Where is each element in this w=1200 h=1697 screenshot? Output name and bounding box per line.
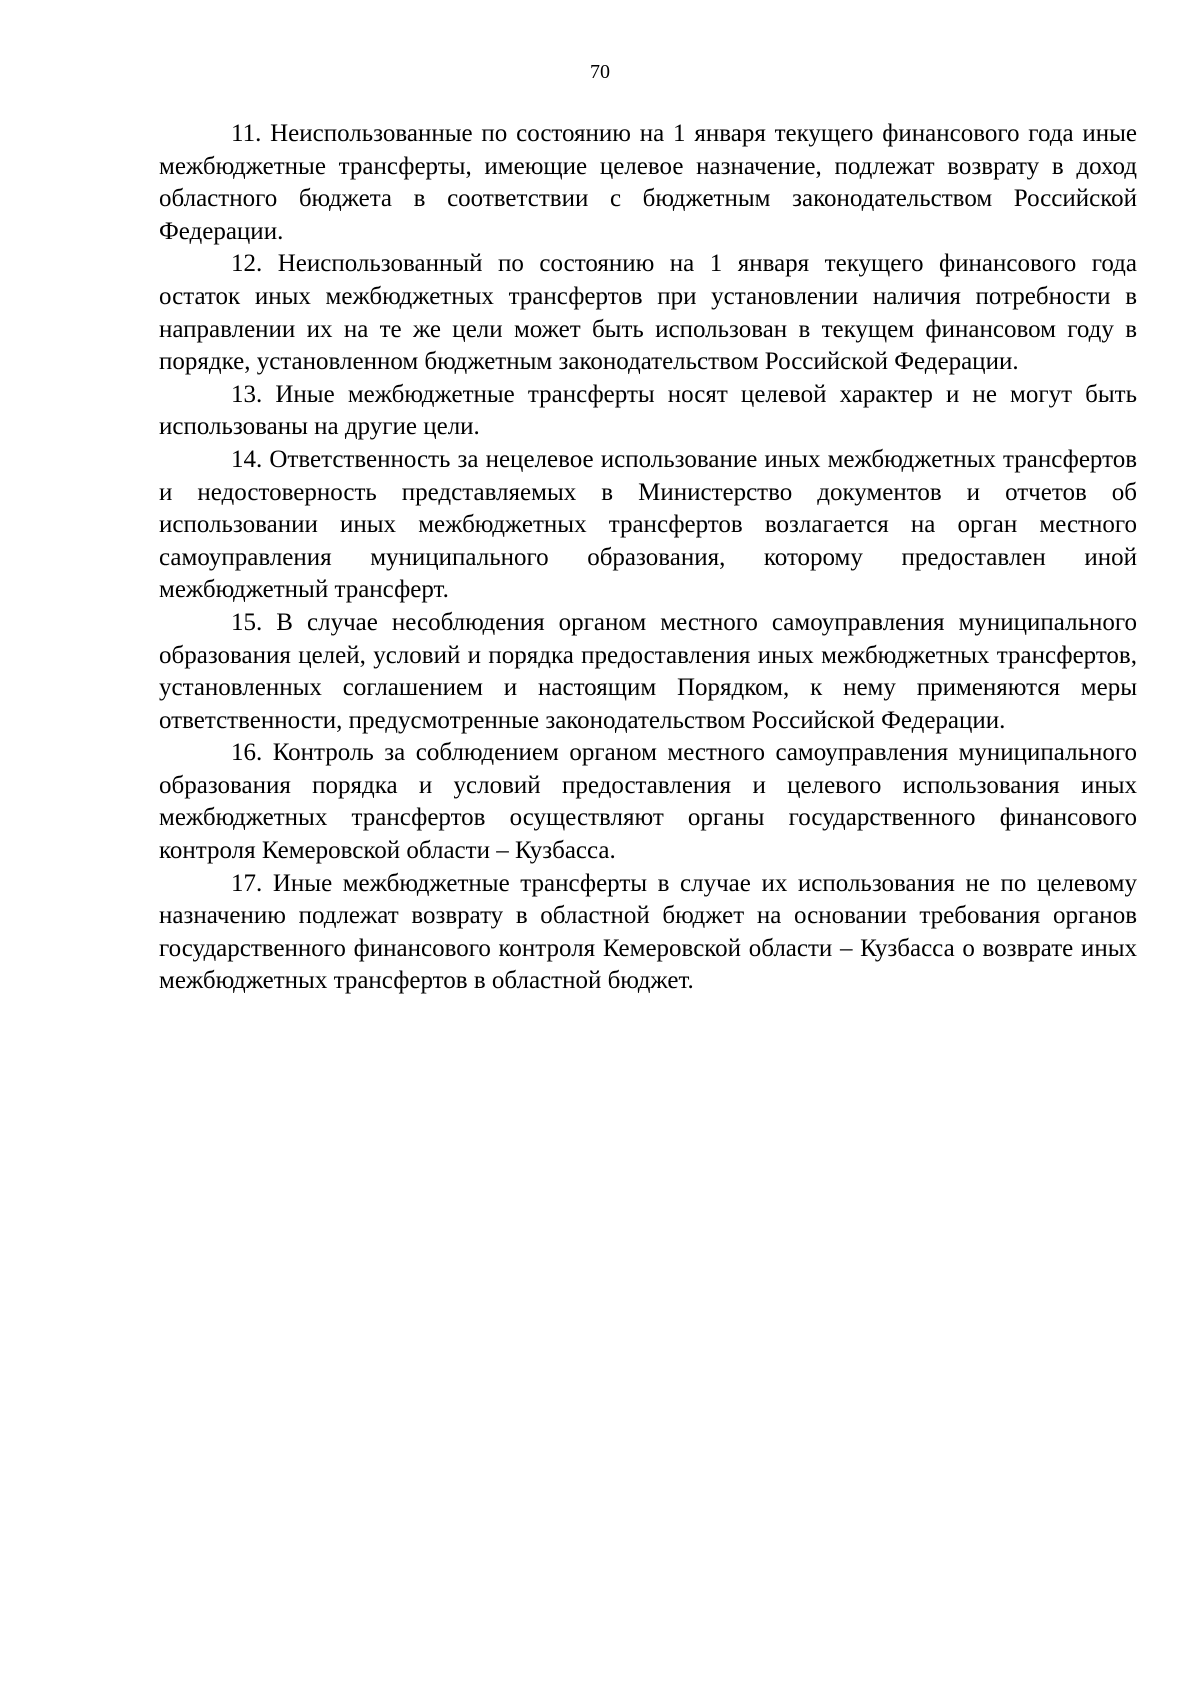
- paragraph-13: 13. Иные межбюджетные трансферты носят целевой характер и не могут быть использованы на другие цели.: [159, 380, 1137, 441]
- paragraph-16: 16. Контроль за соблюдением органом местного самоуправления муниципального образования порядка и условий предоставления и целевого использования иных межбюджетных трансфертов осуществляют органы государственного финансового контроля Кемеровской области – Кузбасса.: [159, 739, 1137, 865]
- paragraph-17: 17. Иные межбюджетные трансферты в случае их использования не по целевому назначению подлежат возврату в областной бюджет на основании требования органов государственного финансового контроля Кемеровской области – Кузбасса о возврате иных межбюджетных трансфертов в областной бюджет.: [159, 869, 1137, 995]
- page-number: 70: [590, 61, 610, 83]
- paragraph-15: 15. В случае несоблюдения органом местного самоуправления муниципального образования целей, условий и порядка предоставления иных межбюджетных трансфертов, установленных соглашением и настоящим Порядком, к нему применяются меры ответственности, предусмотренные законодательством Российской Федерации.: [159, 608, 1137, 734]
- document-body: [159, 118, 1137, 998]
- paragraph-12: 12. Неиспользованный по состоянию на 1 января текущего финансового года остаток иных межбюджетных трансфертов при установлении наличия потребности в направлении их на те же цели может быть использован в текущем финансовом году в порядке, установленном бюджетным законодательством Российской Федерации.: [159, 250, 1137, 376]
- paragraph-11: 11. Неиспользованные по состоянию на 1 января текущего финансового года иные межбюджетные трансферты, имеющие целевое назначение, подлежат возврату в доход областного бюджета в соответствии с бюджетным законодательством Российской Федерации.: [159, 120, 1137, 245]
- paragraph-14: 14. Ответственность за нецелевое использование иных межбюджетных трансфертов и недостоверность представляемых в Министерство документов и отчетов об использовании иных межбюджетных трансфертов возлагается на орган местного самоуправления муниципального образования, которому предоставлен иной межбюджетный трансферт.: [159, 445, 1137, 604]
